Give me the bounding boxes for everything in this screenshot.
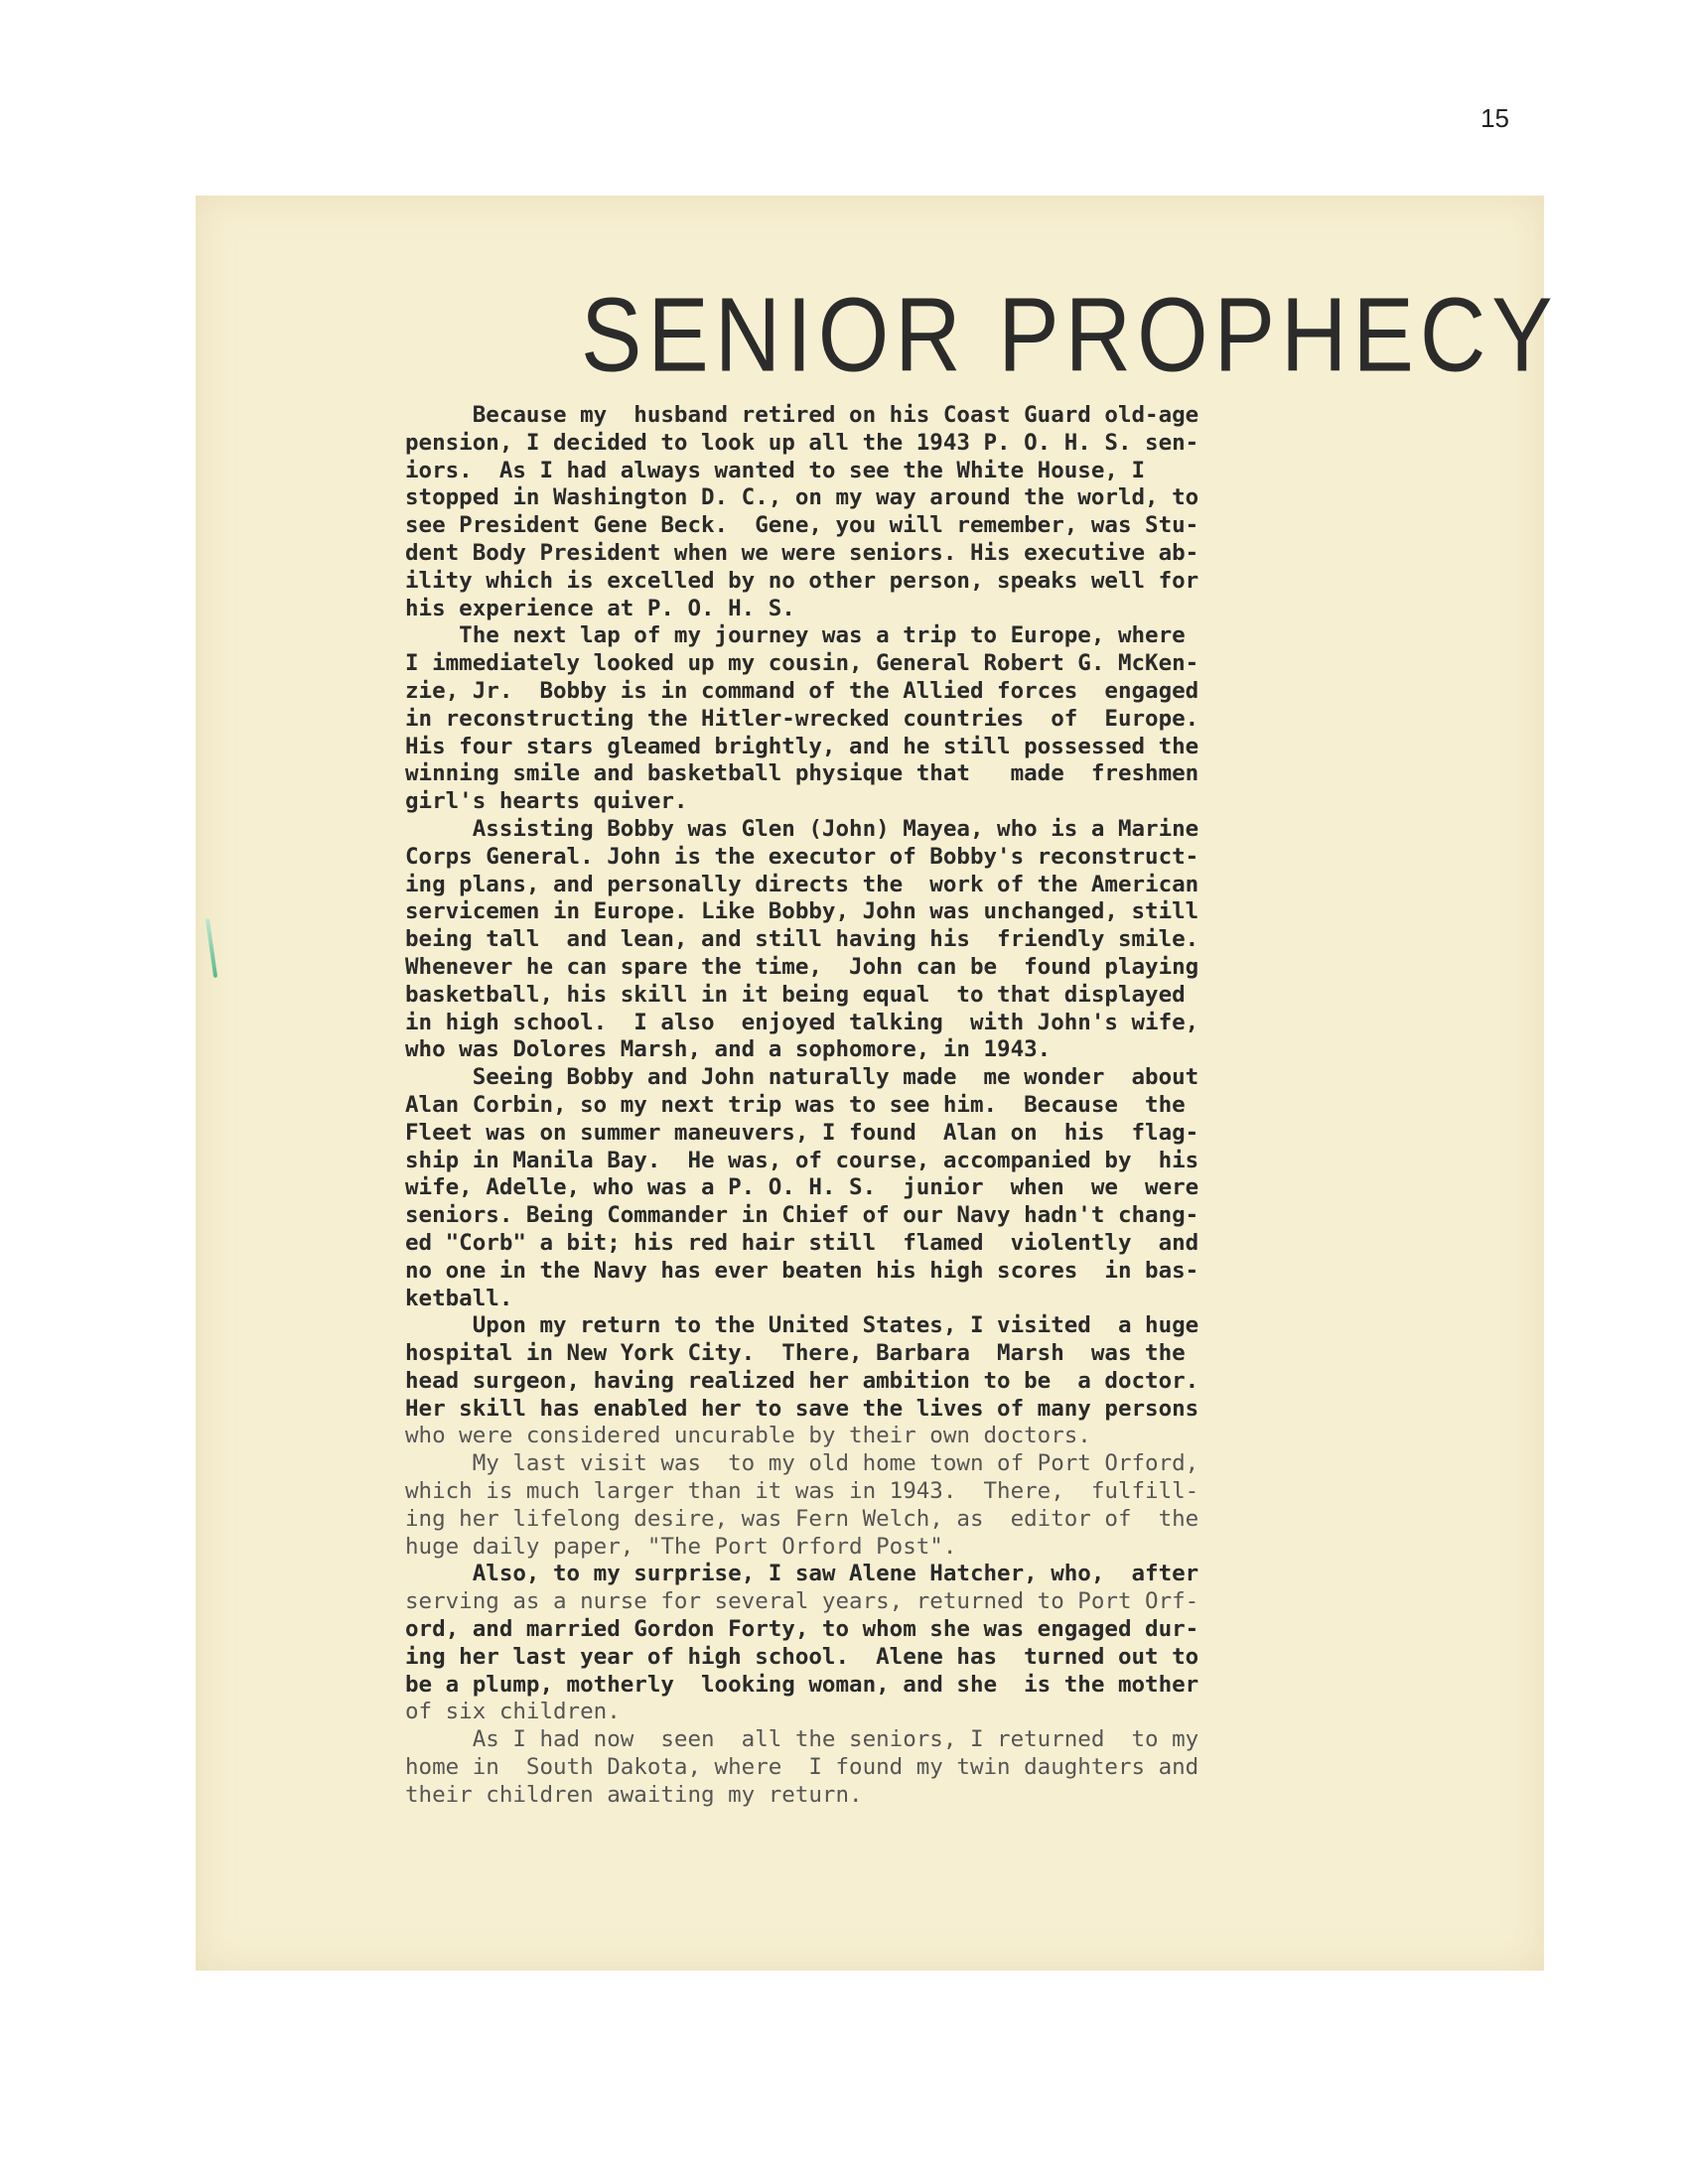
text-line: of six children. xyxy=(405,1699,621,1725)
text-line: home in South Dakota, where I found my twin daughters and xyxy=(405,1754,1199,1781)
text-line: The next lap of my journey was a trip to Europe, where xyxy=(405,622,1186,649)
text-line: Corps General. John is the executor of Bobby's reconstruct- xyxy=(405,843,1199,870)
text-line: Alan Corbin, so my next trip was to see him. Because the xyxy=(405,1091,1186,1118)
text-line: in high school. I also enjoyed talking with John's wife, xyxy=(405,1009,1199,1035)
text-line: Whenever he can spare the time, John can be found playing xyxy=(405,953,1199,980)
text-line: I immediately looked up my cousin, General Robert G. McKen- xyxy=(405,650,1199,677)
text-line: As I had now seen all the seniors, I returned to my xyxy=(405,1726,1199,1753)
text-line: ord, and married Gordon Forty, to whom she was engaged dur- xyxy=(405,1616,1199,1643)
text-line: Seeing Bobby and John naturally made me wonder about xyxy=(405,1064,1199,1091)
text-line: in reconstructing the Hitler-wrecked countries of Europe. xyxy=(405,705,1199,732)
text-line: no one in the Navy has ever beaten his high scores in bas- xyxy=(405,1257,1199,1284)
text-line: Fleet was on summer maneuvers, I found Alan on his flag- xyxy=(405,1119,1199,1146)
text-line: dent Body President when we were seniors. His executive ab- xyxy=(405,539,1199,566)
document-title: SENIOR PROPHECY xyxy=(581,277,1559,394)
text-line: servicemen in Europe. Like Bobby, John was unchanged, still xyxy=(405,898,1199,925)
text-line: who was Dolores Marsh, and a sophomore, in 1943. xyxy=(405,1036,1052,1063)
text-line: basketball, his skill in it being equal to that displayed xyxy=(405,981,1186,1008)
text-line: see President Gene Beck. Gene, you will remember, was Stu- xyxy=(405,512,1199,539)
text-line: pension, I decided to look up all the 1943 P. O. H. S. sen- xyxy=(405,429,1199,456)
text-line: his experience at P. O. H. S. xyxy=(405,595,795,621)
text-line: Assisting Bobby was Glen (John) Mayea, who is a Marine xyxy=(405,815,1199,842)
text-line: ing her last year of high school. Alene has turned out to xyxy=(405,1643,1199,1670)
text-line: ing plans, and personally directs the work of the American xyxy=(405,871,1199,897)
text-line: Upon my return to the United States, I visited a huge xyxy=(405,1312,1199,1339)
text-line: wife, Adelle, who was a P. O. H. S. junior when we were xyxy=(405,1174,1199,1201)
text-line: ility which is excelled by no other person, speaks well for xyxy=(405,567,1199,594)
text-line: iors. As I had always wanted to see the White House, I xyxy=(405,457,1146,483)
text-line: serving as a nurse for several years, returned to Port Orf- xyxy=(405,1588,1199,1615)
text-line: Her skill has enabled her to save the lives of many persons xyxy=(405,1395,1199,1422)
text-line: His four stars gleamed brightly, and he still possessed the xyxy=(405,733,1199,759)
text-line: Also, to my surprise, I saw Alene Hatcher, who, after xyxy=(405,1561,1199,1587)
text-line: My last visit was to my old home town of Port Orford, xyxy=(405,1450,1199,1477)
text-line: zie, Jr. Bobby is in command of the Allied forces engaged xyxy=(405,677,1199,704)
text-line: ing her lifelong desire, was Fern Welch, as editor of the xyxy=(405,1505,1199,1532)
text-line: hospital in New York City. There, Barbara Marsh was the xyxy=(405,1340,1186,1367)
text-line: be a plump, motherly looking woman, and she is the mother xyxy=(405,1671,1199,1698)
text-line: winning smile and basketball physique that made freshmen xyxy=(405,760,1199,787)
prophecy-body-text xyxy=(405,402,1378,1810)
text-line: who were considered uncurable by their own doctors. xyxy=(405,1423,1091,1449)
text-line: head surgeon, having realized her ambition to be a doctor. xyxy=(405,1367,1199,1394)
text-line: stopped in Washington D. C., on my way around the world, to xyxy=(405,484,1199,511)
text-line: ed "Corb" a bit; his red hair still flamed violently and xyxy=(405,1229,1199,1256)
text-line: being tall and lean, and still having his friendly smile. xyxy=(405,926,1199,953)
page-number: 15 xyxy=(1480,103,1509,133)
text-line: huge daily paper, "The Port Orford Post". xyxy=(405,1533,957,1560)
text-line: their children awaiting my return. xyxy=(405,1781,863,1808)
text-line: seniors. Being Commander in Chief of our Navy hadn't chang- xyxy=(405,1202,1199,1229)
text-line: girl's hearts quiver. xyxy=(405,788,688,815)
text-line: ketball. xyxy=(405,1285,513,1311)
text-line: Because my husband retired on his Coast Guard old-age xyxy=(405,402,1199,428)
text-line: ship in Manila Bay. He was, of course, accompanied by his xyxy=(405,1147,1199,1173)
text-line: which is much larger than it was in 1943. There, fulfill- xyxy=(405,1478,1199,1505)
